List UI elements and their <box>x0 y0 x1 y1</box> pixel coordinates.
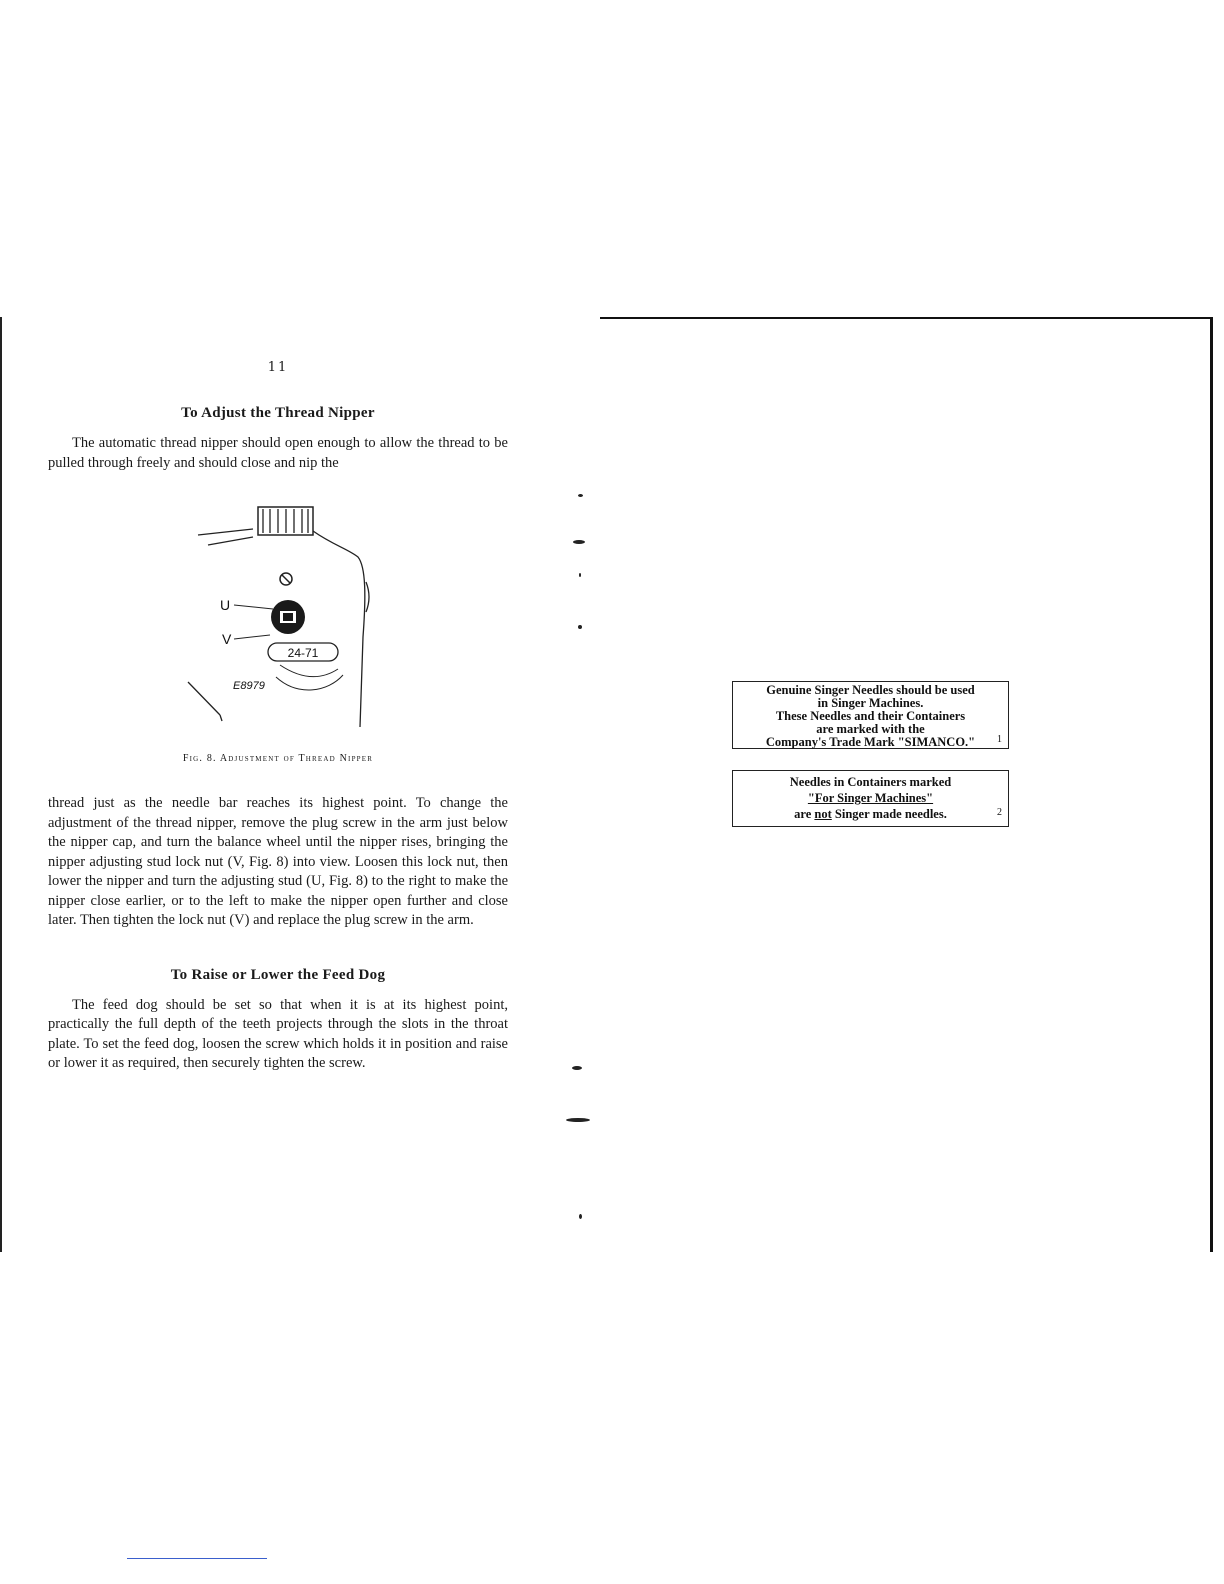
notice1-line4: are marked with the <box>816 722 925 736</box>
paragraph-nipper-adjustment: thread just as the needle bar reaches its highest point. To change the adjustment of the thread nipper, remove the plug screw in the arm just below the nipper cap, and turn the balance wheel until the nipper rises, bringing the nipper adjusting stud lock nut (V, Fig. 8) into view. Loosen this lock nut, then lower the nipper and turn the adjusting stud (U, Fig. 8) to the right to make the nipper close earlier, or to the left to make the nipper open further and close later. Then tighten the lock nut (V) and replace the plug screw in the arm. <box>48 795 508 928</box>
nipper-illustration <box>48 487 508 747</box>
notice1-line2: in Singer Machines. <box>817 696 924 710</box>
figure-code: E8979 <box>233 680 265 692</box>
figure-thread-nipper <box>48 487 508 747</box>
section-heading-feed-dog: To Raise or Lower the Feed Dog <box>170 966 386 983</box>
scan-speck <box>579 573 581 577</box>
page-frame-top <box>600 317 1212 319</box>
page-number: 11 <box>267 360 289 375</box>
notice2-line3-pre: are <box>794 807 812 821</box>
scan-speck <box>579 1214 582 1219</box>
paragraph-feed-dog: The feed dog should be set so that when it is at its highest point, practically the full depth of the teeth projects through the slots in the throat plate. To set the feed dog, loosen the screw which holds it in position and raise or lower it as required, then securely tighten the screw. <box>48 996 508 1071</box>
scan-speck <box>572 1066 582 1070</box>
left-page <box>48 360 508 1074</box>
notice-genuine-needles <box>732 681 1009 749</box>
notice2-line1: Needles in Containers marked <box>789 775 952 789</box>
page-frame-right <box>1210 317 1213 1252</box>
scan-speck <box>573 540 585 544</box>
notice-containers <box>732 770 1009 827</box>
page-frame-left <box>0 317 2 1252</box>
figure-plate-text: 24-71 <box>287 646 319 660</box>
notice2-line2: "For Singer Machines" <box>807 791 934 805</box>
notice2-line3 <box>733 806 1008 822</box>
notice1-mark: 1 <box>997 734 1002 745</box>
notice2-line3-post: Singer made needles. <box>834 807 947 821</box>
section-heading-thread-nipper: To Adjust the Thread Nipper <box>181 405 375 421</box>
section-feed-dog <box>48 967 508 1074</box>
scan-speck <box>566 1118 590 1122</box>
notice1-line3: These Needles and their Containers <box>775 709 966 723</box>
bottom-link-line <box>127 1558 267 1559</box>
scan-speck <box>578 625 582 629</box>
figure-caption: Fig. 8. Adjustment of Thread Nipper <box>182 753 374 764</box>
notice1-line1: Genuine Singer Needles should be used <box>766 683 975 697</box>
figure-label-v: V <box>222 631 232 647</box>
notice2-mark: 2 <box>997 807 1002 818</box>
notice2-line3-not: not <box>814 807 832 821</box>
paragraph-nipper-intro: The automatic thread nipper should open enough to allow the thread to be pulled through freely and should close and nip the <box>48 435 508 471</box>
notice1-line5: Company's Trade Mark "SIMANCO." <box>765 735 976 749</box>
scan-speck <box>578 494 583 497</box>
figure-label-u: U <box>220 597 231 613</box>
